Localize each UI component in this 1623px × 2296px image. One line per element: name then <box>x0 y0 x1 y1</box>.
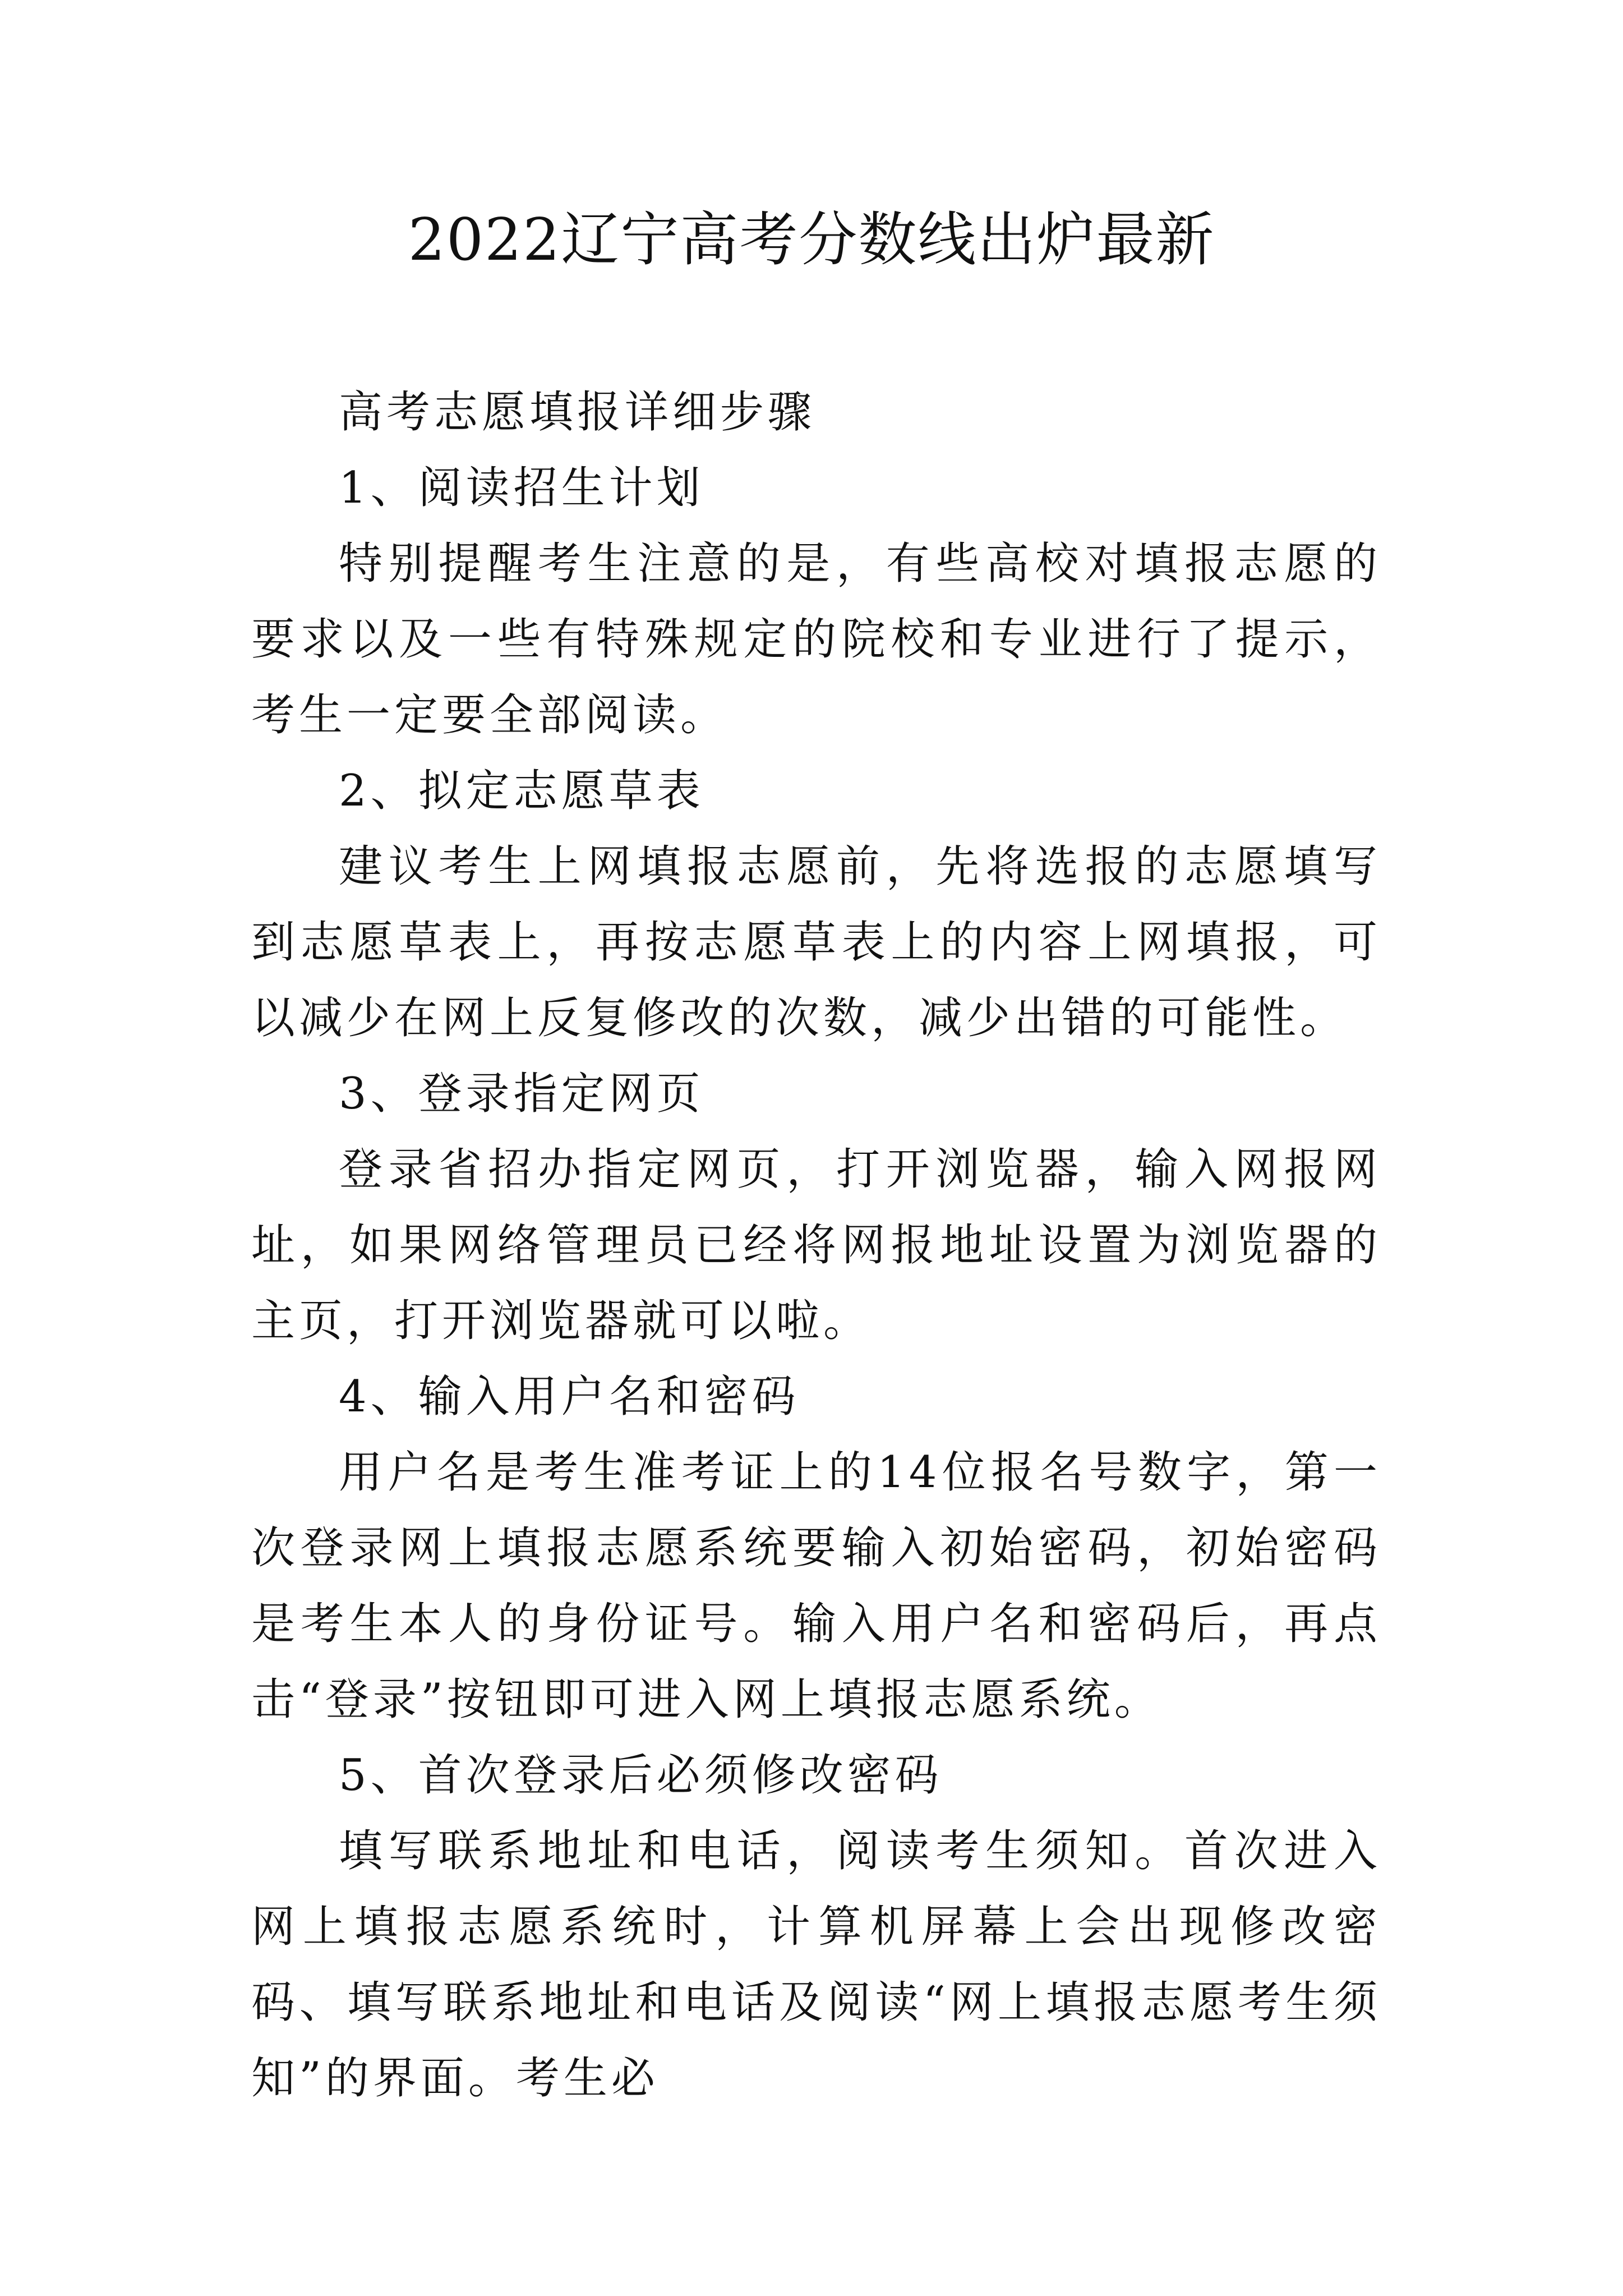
step-body-2: 建议考生上网填报志愿前，先将选报的志愿填写到志愿草表上，再按志愿草表上的内容上网填报，可以减少在网上反复修改的次数，减少出错的可能性。 <box>251 841 1381 1043</box>
step-body-1: 特别提醒考生注意的是，有些高校对填报志愿的要求以及一些有特殊规定的院校和专业进行了提示，考生一定要全部阅读。 <box>251 539 1381 740</box>
step-heading-4: 4、输入用户名和密码 <box>339 1372 800 1422</box>
step-body-3: 登录省招办指定网页，打开浏览器，输入网报网址，如果网络管理员已经将网报地址设置为浏览器的主页，打开浏览器就可以啦。 <box>251 1144 1381 1346</box>
step-heading-2: 2、拟定志愿草表 <box>339 766 704 816</box>
step-heading-5: 5、首次登录后必须修改密码 <box>339 1750 943 1801</box>
document-title: 2022辽宁高考分数线出炉最新 <box>408 205 1215 274</box>
step-heading-1: 1、阅读招生计划 <box>339 463 704 513</box>
section-heading: 高考志愿填报详细步骤 <box>339 387 816 438</box>
step-heading-3: 3、登录指定网页 <box>339 1069 704 1119</box>
step-body-5: 填写联系地址和电话，阅读考生须知。首次进入网上填报志愿系统时，计算机屏幕上会出现修改密码、填写联系地址和电话及阅读“网上填报志愿考生须知”的界面。考生必 <box>251 1826 1381 2104</box>
document-body <box>251 375 1381 2116</box>
step-body-4: 用户名是考生准考证上的14位报名号数字，第一次登录网上填报志愿系统要输入初始密码，初始密码是考生本人的身份证号。输入用户名和密码后，再点击“登录”按钮即可进入网上填报志愿系统。 <box>251 1447 1381 1725</box>
